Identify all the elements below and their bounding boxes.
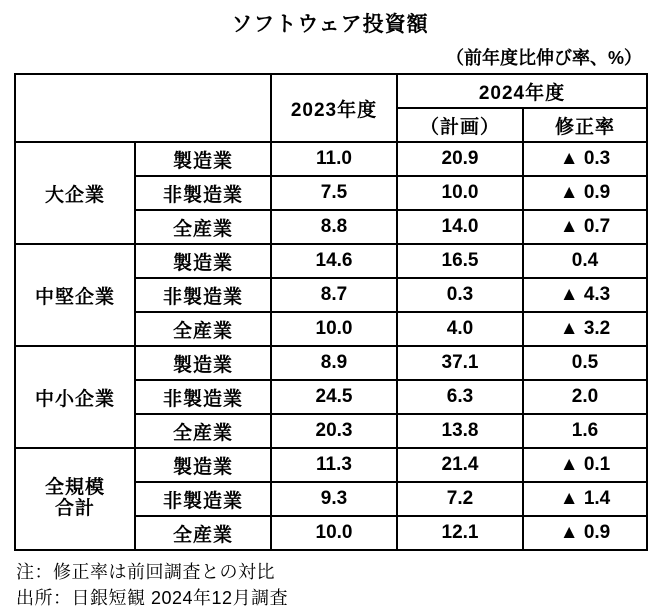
industry-label: 非製造業 [135,482,271,516]
value-2023: 24.5 [271,380,397,414]
table-row [15,142,647,176]
value-revision: ▲ 0.9 [523,516,647,550]
value-2023: 8.7 [271,278,397,312]
value-2023: 8.8 [271,210,397,244]
category-label-total-line1: 全規模 [44,477,105,499]
header-plan: （計画） [397,108,523,142]
value-revision: ▲ 0.3 [523,142,647,176]
value-2023: 14.6 [271,244,397,278]
industry-label: 製造業 [135,448,271,482]
footnote-source: 出所：日銀短観 2024年12月調査 [16,588,289,609]
value-2023: 10.0 [271,312,397,346]
value-2024-plan: 21.4 [397,448,523,482]
value-2024-plan: 14.0 [397,210,523,244]
value-2024-plan: 7.2 [397,482,523,516]
value-2024-plan: 16.5 [397,244,523,278]
value-2023: 20.3 [271,414,397,448]
value-revision: ▲ 0.7 [523,210,647,244]
table-header-row-1 [15,74,647,108]
table-row [15,346,647,380]
value-revision: ▲ 0.9 [523,176,647,210]
value-2024-plan: 13.8 [397,414,523,448]
industry-label: 製造業 [135,244,271,278]
footnotes [14,551,646,611]
software-investment-table [14,73,648,551]
header-2023: 2023年度 [271,74,397,142]
value-2023: 8.9 [271,346,397,380]
value-2024-plan: 0.3 [397,278,523,312]
industry-label: 非製造業 [135,380,271,414]
industry-label: 非製造業 [135,278,271,312]
value-2023: 11.0 [271,142,397,176]
footnote-note: 注：修正率は前回調査との対比 [16,562,275,582]
category-label-large: 大企業 [15,142,135,244]
value-revision: 0.4 [523,244,647,278]
value-2023: 11.3 [271,448,397,482]
header-revision: 修正率 [523,108,647,142]
value-revision: ▲ 3.2 [523,312,647,346]
category-label-total [15,448,135,550]
industry-label: 非製造業 [135,176,271,210]
value-2024-plan: 4.0 [397,312,523,346]
category-label-midsize: 中堅企業 [15,244,135,346]
value-2024-plan: 12.1 [397,516,523,550]
value-revision: ▲ 1.4 [523,482,647,516]
value-2024-plan: 10.0 [397,176,523,210]
value-revision: ▲ 0.1 [523,448,647,482]
industry-label: 全産業 [135,312,271,346]
industry-label: 全産業 [135,210,271,244]
value-2023: 9.3 [271,482,397,516]
value-2024-plan: 20.9 [397,142,523,176]
table-row [15,244,647,278]
value-2024-plan: 6.3 [397,380,523,414]
value-revision: 0.5 [523,346,647,380]
category-label-small: 中小企業 [15,346,135,448]
value-revision: 2.0 [523,380,647,414]
table-row [15,448,647,482]
page-title: ソフトウェア投資額 [231,13,429,36]
header-2024: 2024年度 [397,74,647,108]
value-revision: ▲ 4.3 [523,278,647,312]
industry-label: 全産業 [135,516,271,550]
category-label-total-line2: 合計 [54,498,95,519]
industry-label: 製造業 [135,142,271,176]
value-2023: 10.0 [271,516,397,550]
value-2023: 7.5 [271,176,397,210]
header-corner-blank [15,74,271,142]
industry-label: 全産業 [135,414,271,448]
industry-label: 製造業 [135,346,271,380]
value-2024-plan: 37.1 [397,346,523,380]
unit-note: （前年度比伸び率、%） [445,48,642,68]
value-revision: 1.6 [523,414,647,448]
